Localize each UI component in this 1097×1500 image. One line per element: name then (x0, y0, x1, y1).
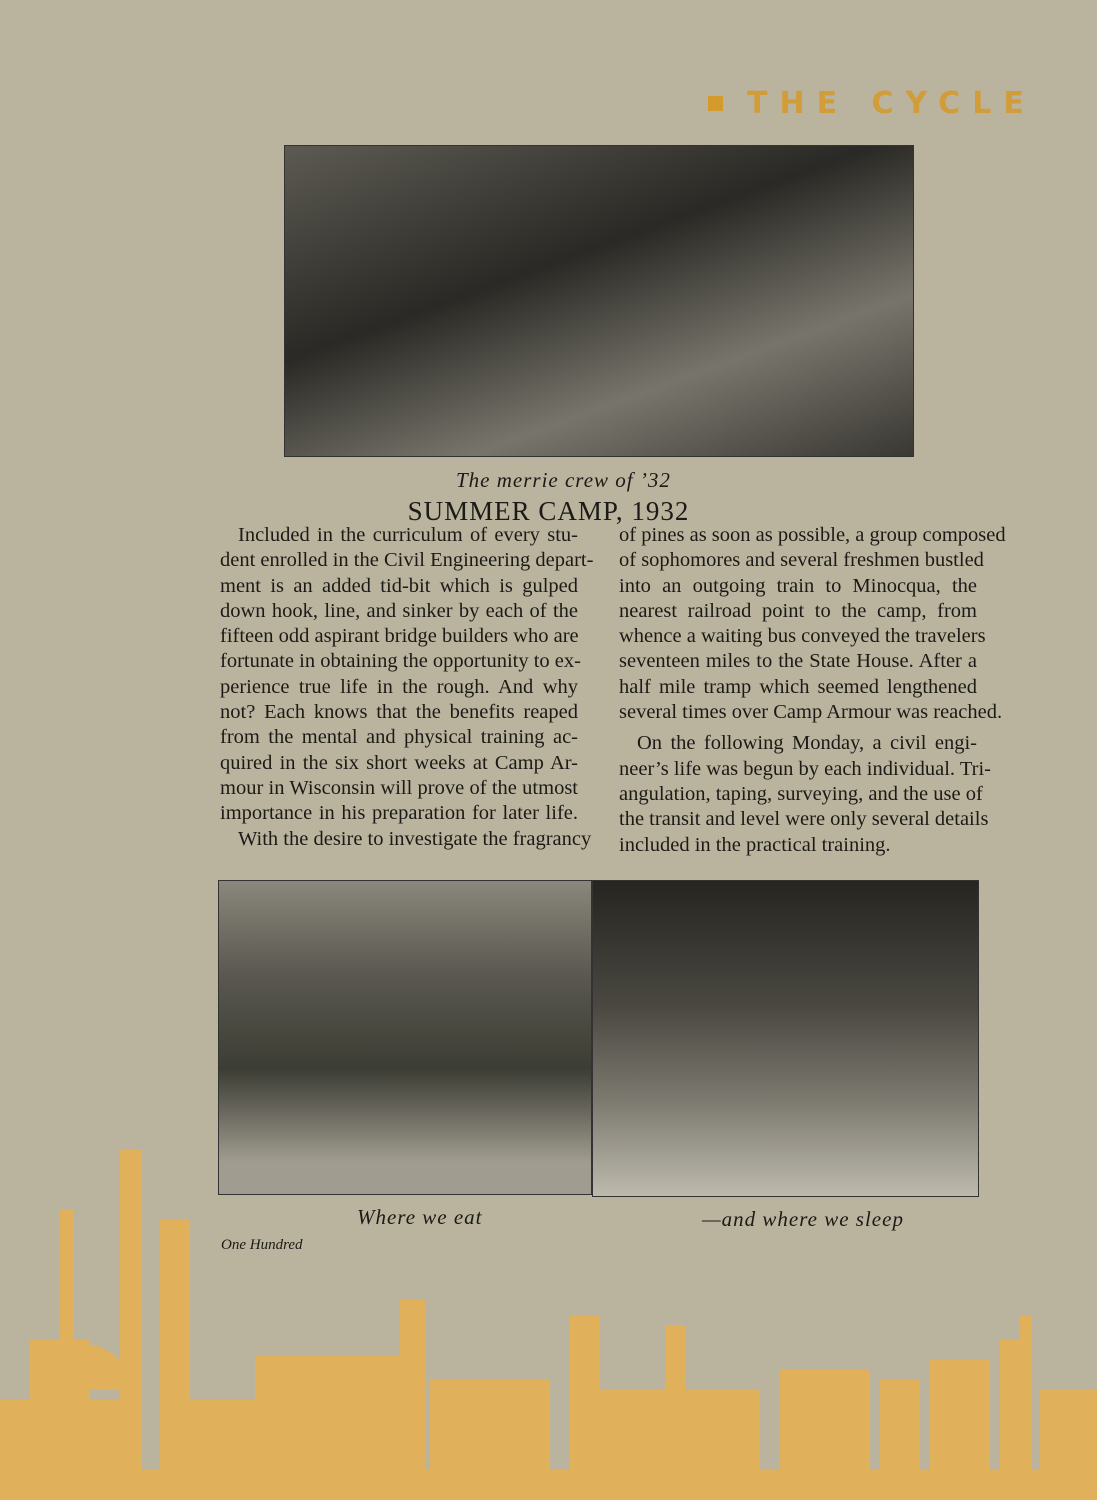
article-line: ment is an added tid-bit which is gulped (220, 574, 578, 597)
article-line: mour in Wisconsin will prove of the utmost (220, 776, 578, 799)
article-line: quired in the six short weeks at Camp Ar- (220, 751, 578, 774)
article-line: Included in the curriculum of every stu- (238, 524, 578, 546)
article-line: into an outgoing train to Minocqua, the (619, 574, 977, 597)
square-bullet-icon (708, 96, 723, 111)
article-line: not? Each knows that the benefits reaped (220, 701, 578, 724)
skyline-decoration (0, 1140, 1097, 1500)
article-line: perience true life in the rough. And why (220, 675, 578, 698)
article-line: whence a waiting bus conveyed the travelers (619, 625, 986, 648)
dining-photo-caption: Where we eat (357, 1205, 483, 1229)
article-line: of sophomores and several freshmen bustled (619, 549, 984, 572)
running-header (708, 86, 1036, 121)
article-line: fifteen odd aspirant bridge builders who are (220, 625, 579, 648)
article-line: several times over Camp Armour was reached. (619, 701, 1003, 724)
article-line: dent enrolled in the Civil Engineering depart- (220, 549, 594, 572)
crew-group-photo (284, 145, 914, 457)
article-line: seventeen miles to the State House. After a (619, 650, 977, 673)
article-line: importance in his preparation for later life. (220, 802, 578, 825)
header-title: THE CYCLE (747, 86, 1036, 121)
article-line: down hook, line, and sinker by each of the (220, 599, 578, 622)
article-line: of pines as soon as possible, a group composed (619, 524, 1006, 546)
article-line: neer’s life was begun by each individual. Tri- (619, 757, 991, 780)
article-line: from the mental and physical training ac- (220, 726, 578, 749)
article-left-column (220, 523, 594, 852)
article-line: the transit and level were only several details (619, 808, 989, 831)
article-line: With the desire to investigate the fragrancy (238, 827, 592, 850)
article-line: included in the practical training. (619, 833, 891, 856)
page-number: One Hundred (221, 1237, 303, 1253)
article-line: half mile tramp which seemed lengthened (619, 675, 977, 698)
article-line: On the following Monday, a civil engi- (637, 732, 977, 755)
article-right-column (619, 523, 1006, 858)
crew-photo-caption: The merrie crew of ’32 (456, 468, 671, 492)
article-title: SUMMER CAMP, 1932 (407, 496, 690, 526)
article-line: nearest railroad point to the camp, from (619, 599, 977, 622)
article-line: fortunate in obtaining the opportunity to ex- (220, 650, 581, 673)
skyline-buildings (0, 1150, 1097, 1500)
article-line: angulation, taping, surveying, and the use of (619, 782, 983, 805)
tent-photo-caption: —and where we sleep (702, 1207, 904, 1231)
